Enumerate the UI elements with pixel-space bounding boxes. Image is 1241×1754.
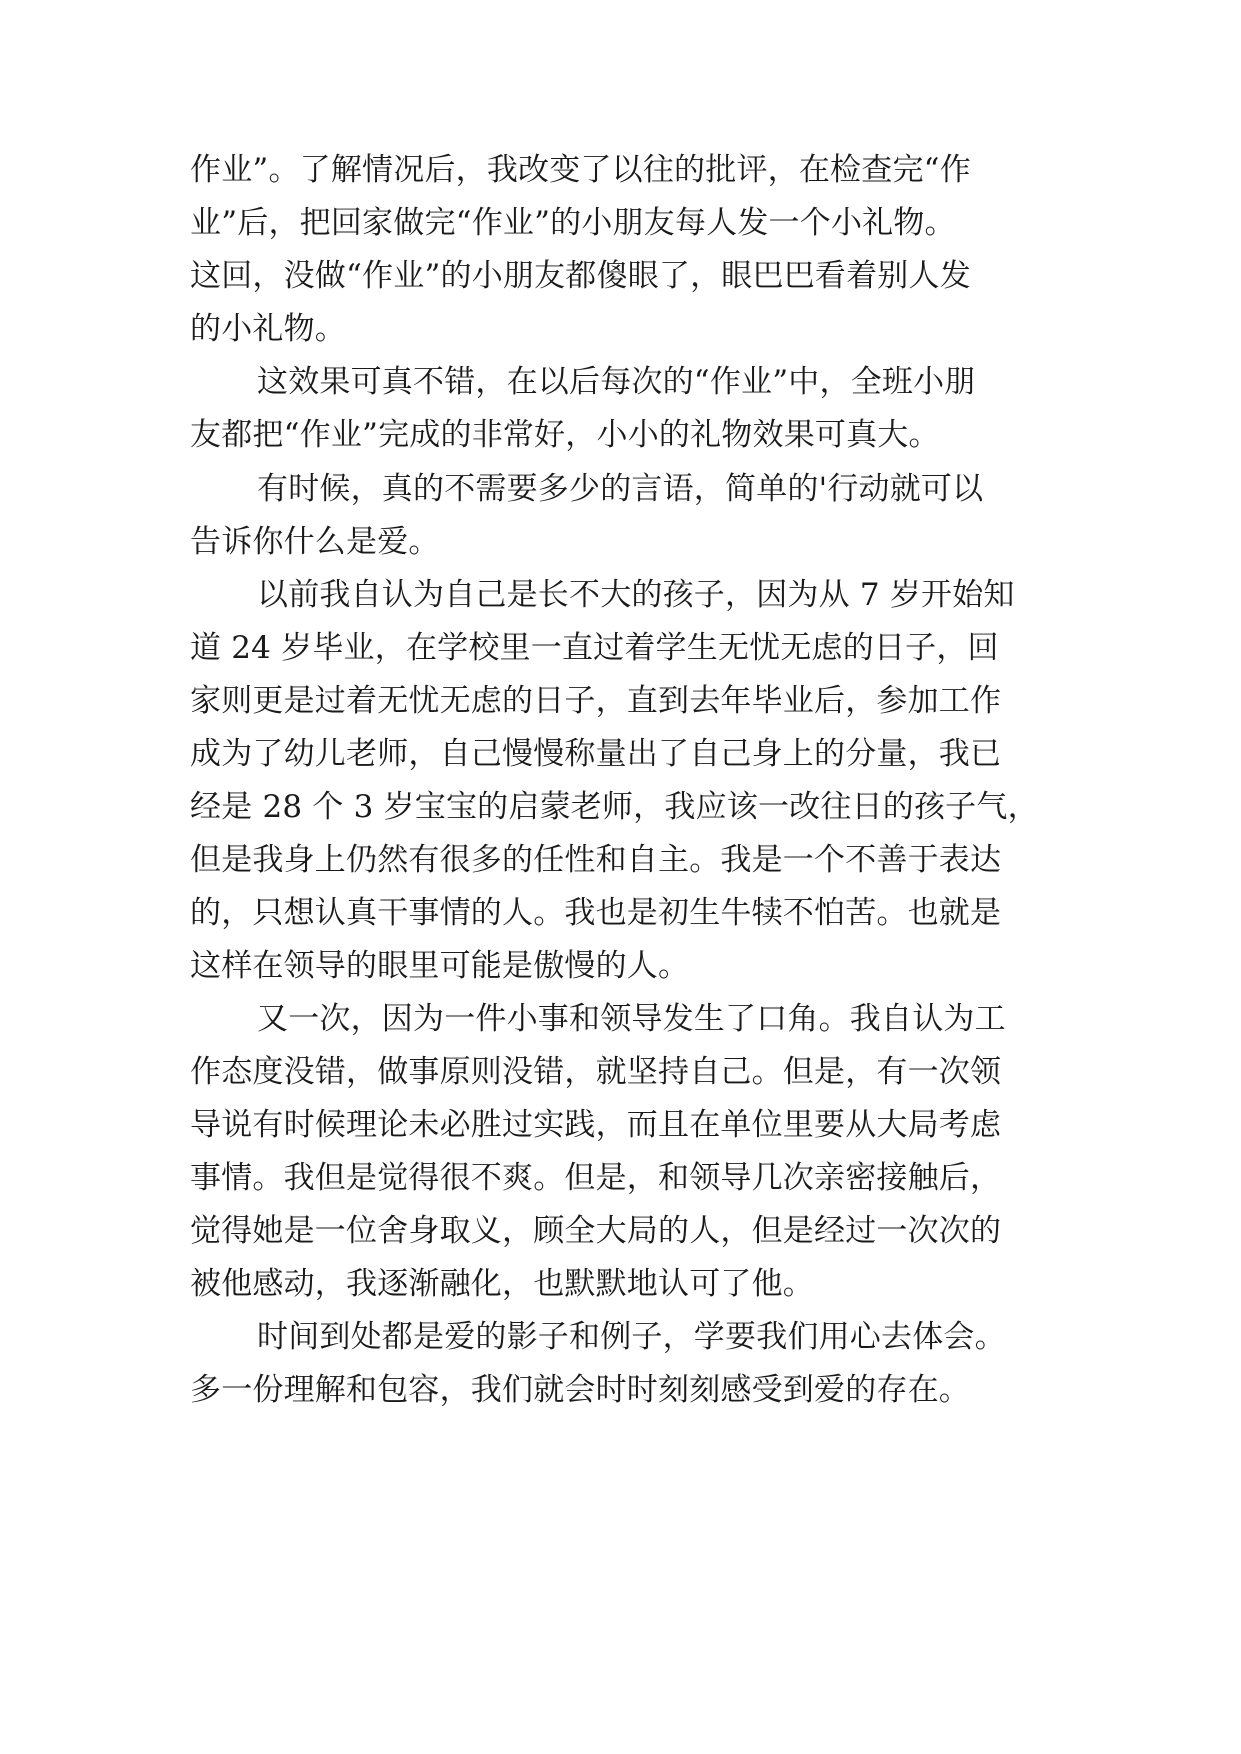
- body-text-line: 告诉你什么是爱。: [190, 524, 440, 560]
- body-text-line: 的小礼物。: [190, 311, 346, 347]
- body-text-line: 这回，没做“作业”的小朋友都傻眼了，眼巴巴看着别人发: [190, 258, 971, 294]
- body-text-line: 又一次，因为一件小事和领导发生了口角。我自认为工: [257, 1001, 1006, 1037]
- body-text-line: 有时候，真的不需要多少的言语，简单的'行动就可以: [257, 471, 984, 507]
- body-text-line: 成为了幼儿老师，自己慢慢称量出了自己身上的分量，我已: [190, 736, 1002, 772]
- body-text-line: 时间到处都是爱的影子和例子，学要我们用心去体会。: [257, 1319, 1006, 1355]
- body-text-line: 家则更是过着无忧无虑的日子，直到去年毕业后，参加工作: [190, 683, 1002, 719]
- body-text-line: 道 24 岁毕业，在学校里一直过着学生无忧无虑的日子，回: [190, 630, 999, 666]
- body-text-line: 业”后，把回家做完“作业”的小朋友每人发一个小礼物。: [190, 205, 956, 241]
- body-text-line: 事情。我但是觉得很不爽。但是，和领导几次亲密接触后，: [190, 1160, 1002, 1196]
- body-text-line: 友都把“作业”完成的非常好，小小的礼物效果可真大。: [190, 417, 940, 453]
- body-text-line: 导说有时候理论未必胜过实践，而且在单位里要从大局考虑: [190, 1107, 1002, 1143]
- body-text-line: 经是 28 个 3 岁宝宝的启蒙老师，我应该一改往日的孩子气，: [190, 789, 1039, 825]
- body-text-line: 这效果可真不错，在以后每次的“作业”中，全班小朋: [257, 364, 976, 400]
- body-text-line: 以前我自认为自己是长不大的孩子，因为从 7 岁开始知: [257, 577, 1015, 613]
- body-text-line: 这样在领导的眼里可能是傲慢的人。: [190, 948, 690, 984]
- body-text-line: 的，只想认真干事情的人。我也是初生牛犊不怕苦。也就是: [190, 895, 1002, 931]
- body-text-line: 但是我身上仍然有很多的任性和自主。我是一个不善于表达: [190, 842, 1002, 878]
- body-text-line: 作态度没错，做事原则没错，就坚持自己。但是，有一次领: [190, 1054, 1002, 1090]
- body-text-line: 作业”。了解情况后，我改变了以往的批评，在检查完“作: [190, 152, 971, 188]
- body-text-line: 被他感动，我逐渐融化，也默默地认可了他。: [190, 1266, 814, 1302]
- body-text-line: 觉得她是一位舍身取义，顾全大局的人，但是经过一次次的: [190, 1213, 1002, 1249]
- body-text-line: 多一份理解和包容，我们就会时时刻刻感受到爱的存在。: [190, 1372, 970, 1408]
